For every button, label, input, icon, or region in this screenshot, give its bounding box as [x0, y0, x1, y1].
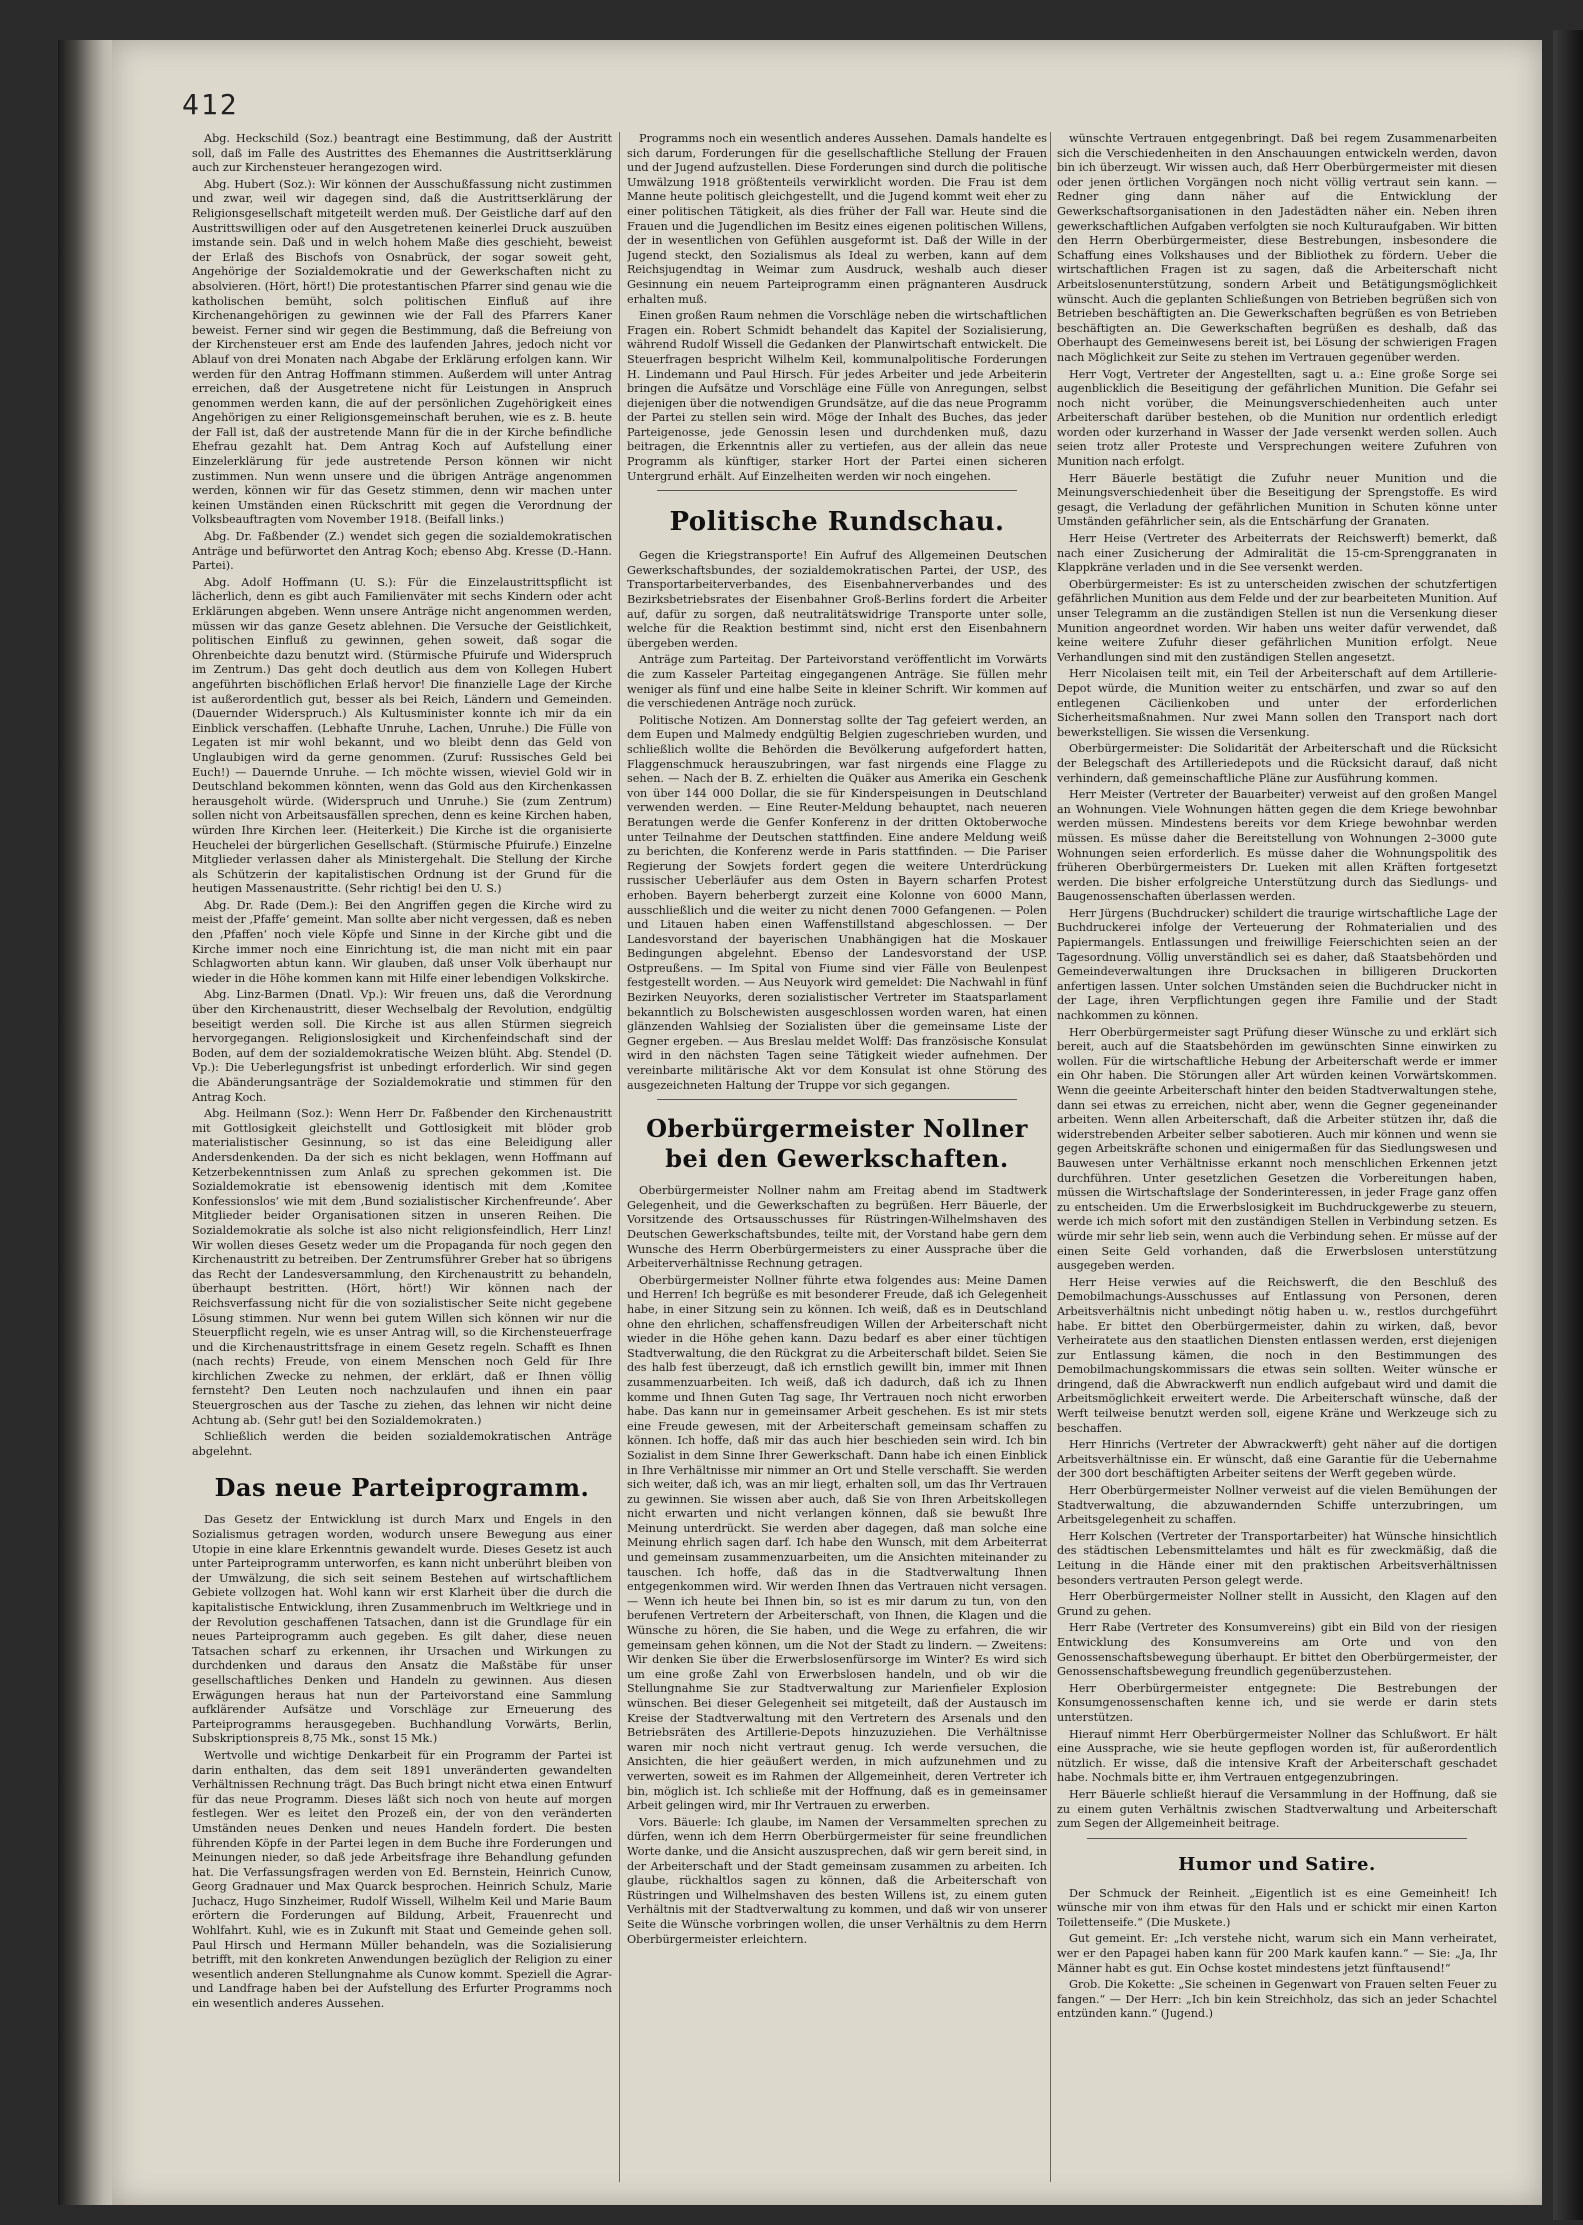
paragraph: Oberbürgermeister Nollner führte etwa folgendes aus: Meine Damen und Herren! Ich begrüße es mit besonderer Freude, daß ich Gelegenheit habe, in einer Sitzung sein zu können. Ich weiß, daß es in Deutschland ohne den ehrlichen, schaffensfreudigen Willen der Arbeiterschaft nicht wieder in die Höhe gehen kann. Dazu bedarf es aber einer tüchtigen Stadtverwaltung, die den Rückgrat zu die Arbeiterschaft bildet. Seien Sie des halb fest überzeugt, daß ich ernstlich gewillt bin, immer mit Ihnen zusammenzuarbeiten. Ich weiß, daß ich dadurch, daß ich zu Ihnen komme und Ihnen Guten Tag sage, Ihr Vertrauen noch nicht erworben habe. Das kann nur in gemeinsamer Arbeit geschehen. Es ist mir stets eine Freude gewesen, mit der Arbeiterschaft gemeinsam schaffen zu können. Ich hoffe, daß mir das auch hier beschieden sein wird. Ich bin Sozialist in dem Sinne Ihrer Gewerkschaft. Dann habe ich einen Einblick in Ihre Verhältnisse mir nimmer an Ort und Stelle verschafft. Sie werden sich weiter, daß ich, was an mir liegt, erhalten soll, um das Ihr Vertrauen zu gewinnen. Sie wissen aber auch, daß Sie von Ihren Arbeitskollegen nicht erwarten und nicht verlangen können, daß sie bewußt Ihre Meinung unterdrückt. Sie werden aber dagegen, daß man solche eine Meinung ehrlich sagen darf. Ich habe den Wunsch, mit dem Arbeiterrat und gemeinsam zusammenzuarbeiten, um die Ansichten miteinander zu tauschen. Ich hoffe, daß das in die Stadtverwaltung Ihnen entgegenkommen wird. Wir werden Ihnen das Vertrauen nicht versagen. — Wenn ich heute bei Ihnen bin, so ist es mir darum zu tun, von den berufenen Vertretern der Arbeiterschaft, von Ihnen, die Klagen und die Wünsche zu hören, die Sie haben, und die Wege zu erfahren, die wir gemeinsam gehen können, um die Not der Stadt zu lindern. — Zweitens: Wir denken Sie über die Erwerbslosenfürsorge im Winter? Es wird sich um eine große Zahl von Erwerbslosen handeln, und ob wir die Stellungnahme Sie zur Stadtverwaltung zur Marienfieler Explosion wünschen. Bei dieser Gelegenheit sei mitgeteilt, daß der Austausch im Kreise der Stadtverwaltung mit den Vertretern des Arsenals und den Betriebsräten des Artillerie-Depots hinzuzuziehen. Die Verhältnisse waren mir noch nicht vertraut genug. Ich werde versuchen, die Ansichten, die hier geäußert werden, in mich aufzunehmen und zu verwerten, soweit es im Rahmen der Allgemeinheit, deren Vertreter ich bin, möglich ist. Ich schließe mit der Hoffnung, daß es in gemeinsamer Arbeit gelingen wird, mir Ihr Vertrauen zu erwerben.: [627, 1273, 1047, 1813]
paragraph: Oberbürgermeister Nollner nahm am Freitag abend im Stadtwerk Gelegenheit, und die Gewerkschaften zu begrüßen. Herr Bäuerle, der Vorsitzende des Ortsausschusses für Rüstringen-Wilhelmshaven des Deutschen Gewerkschaftsbundes, teilte mit, der Vorstand habe gern dem Wunsche des Herrn Oberbürgermeisters zu einer Aussprache über die Arbeiterverhältnisse Rechnung getragen.: [627, 1184, 1047, 1271]
divider: [657, 1099, 1017, 1100]
section-heading-rundschau: Politische Rundschau.: [669, 507, 1005, 538]
paragraph: Abg. Hubert (Soz.): Wir können der Ausschußfassung nicht zustimmen und zwar, weil wir dagegen sind, daß die Austrittserklärung der Religionsgesellschaft mitgeteilt werden muß. Der Geistliche darf auf den Austrittswilligen oder auf den Ausgetretenen keinerlei Druck auszuüben imstande sein. Daß und in welch hohem Maße dies geschieht, beweist der Erlaß des Bischofs von Osnabrück, der sogar soweit geht, Angehörige der Sozialdemokratie und der Gewerkschaften nicht zu absolvieren. (Hört, hört!) Die protestantischen Pfarrer sind genau wie die katholischen bemüht, solch politischen Einfluß auf ihre Kirchenangehörigen zu gewinnen wie der Fall des Pfarrers Kaner beweist. Ferner sind wir gegen die Bestimmung, daß die Befreiung von der Kirchensteuer erst am Ende des laufenden Jahres, jedoch nicht vor Ablauf von drei Monaten nach Abgabe der Erklärung erfolgen kann. Wir werden für den Antrag Hoffmann stimmen. Außerdem will unter Antrag erreichen, daß der Ausgetretene nicht für Leistungen in Anspruch genommen werden kann, die auf der persönlichen Zugehörigkeit eines Angehörigen zu einer Religionsgemeinschaft beruhen, wie es z. B. heute der Fall ist, daß der austretende Mann für die in der Kirche befindliche Ehefrau gezahlt hat. Dem Antrag Koch auf Aufstellung einer Einzelerklärung für jede austretende Person können wir nicht zustimmen. Nun wenn unsere und die übrigen Anträge angenommen werden, können wir für das Gesetz stimmen, denn wir machen unter keinen Umständen einen Rückschritt mit gegen die Verordnung der Volksbeauftragten vom November 1918. (Beifall links.): [192, 177, 612, 527]
column-2-bottom-text: [627, 1184, 1047, 1947]
paragraph: Herr Meister (Vertreter der Bauarbeiter) verweist auf den großen Mangel an Wohnungen. Viele Wohnungen hätten gegen die dem Kriege bewohnbar werden müssen. Mindestens bereits vor dem Kriege bewohnbar werden müssen. Es müsse daher die Bereitstellung von Wohnungen 2–3000 gute Wohnungen seien erforderlich. Es müsse daher die Wohnungspolitik des früheren Oberbürgermeisters Dr. Lueken mit allen Kräften fortgesetzt werden. Die bisher erfolgreiche Unterstützung durch das Siedlungs- und Baugenossenschaften überlassen werden.: [1057, 788, 1497, 904]
paragraph: Herr Bäuerle schließt hierauf die Versammlung in der Hoffnung, daß sie zu einem guten Verhältnis zwischen Stadtverwaltung und Arbeiterschaft zum Segen der Allgemeinheit beitrage.: [1057, 1787, 1497, 1831]
paragraph: Oberbürgermeister: Es ist zu unterscheiden zwischen der schutzfertigen gefährlichen Munition aus dem Felde und der zur bearbeiteten Munition. Auf unser Telegramm an die zuständigen Stellen ist nun die Versenkung dieser Munition angeordnet worden. Wir haben uns weiter dafür verwendet, daß keine weitere Zufuhr dieser gefährlichen Munition erfolgt. Neue Verhandlungen sind mit den zuständigen Stellen angesetzt.: [1057, 577, 1497, 664]
paragraph: Abg. Dr. Faßbender (Z.) wendet sich gegen die sozialdemokratischen Anträge und befürwortet den Antrag Koch; ebenso Abg. Kresse (D.-Hann. Partei).: [192, 530, 612, 573]
paragraph: Gut gemeint. Er: „Ich verstehe nicht, warum sich ein Mann verheiratet, wer er den Papagei haben kann für 200 Mark kaufen kann.“ — Sie: „Ja, Ihr Männer habt es gut. Ein Ochse kostet mindestens jetzt fünftausend!“: [1057, 1932, 1497, 1975]
column-1-top-text: [192, 132, 612, 1459]
paragraph: Herr Oberbürgermeister Nollner verweist auf die vielen Bemühungen der Stadtverwaltung, die abzuwandernden Schiffe unterzubringen, um Arbeitsgelegenheit zu schaffen.: [1057, 1484, 1497, 1527]
paragraph: Abg. Linz-Barmen (Dnatl. Vp.): Wir freuen uns, daß die Verordnung über den Kirchenaustritt, dieser Wechselbalg der Revolution, endgültig beseitigt werden soll. Die Kirche ist aus allen Stürmen siegreich hervorgegangen. Religionslosigkeit und Kirchenfeindschaft sind der Boden, auf dem der sozialdemokratische Weizen blüht. Abg. Stendel (D. Vp.): Die Ueberlegungsfrist ist unbedingt erforderlich. Wir sind gegen die Abänderungsanträge der Sozialdemokratie und stimmen für den Antrag Koch.: [192, 988, 612, 1104]
newspaper-page: [112, 40, 1542, 2205]
paragraph: Herr Heise verwies auf die Reichswerft, die den Beschluß des Demobilmachungs-Ausschusses auf Entlassung von Personen, deren Arbeitsverhältnis nicht unbedingt nötig haben u. w., restlos durchgeführt habe. Er bittet den Oberbürgermeister, dahin zu wirken, daß, bevor Verheiratete aus den staatlichen Diensten entlassen werden, erst diejenigen zur Entlassung kämen, die noch in den Bestimmungen des Demobilmachungskommissars die etwas sein sollten. Weiter wünsche er dringend, daß die Abwrackwerft nun endlich aufgebaut wird und damit die Arbeitsmöglichkeit erweitert werde. Die Arbeiterschaft wünsche, daß der Werft teilweise benutzt werden soll, eigene Kräne und Werkzeuge sich zu beschaffen.: [1057, 1275, 1497, 1435]
paragraph: Anträge zum Parteitag. Der Parteivorstand veröffentlicht im Vorwärts die zum Kasseler Parteitag eingegangenen Anträge. Sie füllen mehr weniger als fünf und eine halbe Seite in kleiner Schrift. Wir kommen auf die verschiedenen Anträge noch zurück.: [627, 653, 1047, 711]
paragraph: Wertvolle und wichtige Denkarbeit für ein Programm der Partei ist darin enthalten, das dem seit 1891 unveränderten gewandelten Verhältnissen Rechnung trägt. Das Buch bringt nicht etwa einen Entwurf für das neue Programm. Dieses läßt sich noch von heute auf morgen festlegen. Wer es leitet den Prozeß ein, der von den veränderten Umständen neues Denken und neues Handeln fordert. Die besten führenden Köpfe in der Partei legen in dem Buche ihre Forderungen und Meinungen nieder, so daß jede Arbeitsfrage ihre Behandlung gefunden hat. Die Verfassungsfragen werden von Ed. Bernstein, Heinrich Cunow, Georg Gradnauer und Max Quarck besprochen. Heinrich Schulz, Marie Juchacz, Hugo Sinzheimer, Rudolf Wissell, Wilhelm Keil und Marie Baum erörtern die Forderungen auf Bildung, Arbeit, Frauenrecht und Wohlfahrt. Kuhl, wie es in Zukunft mit Staat und Gemeinde gehen soll. Paul Hirsch und Hermann Müller behandeln, was die Sozialisierung betrifft, mit den konkreten Anwendungen bezüglich der Religion zu einer wesentlich anderen Stellungnahme als Cunow kommt. Speziell die Agrar- und Landfrage haben bei der Aufstellung des Erfurter Programms noch ein wesentlich anderes Aussehen.: [192, 1748, 612, 2011]
column-rule: [619, 132, 620, 2182]
page-edge: [1553, 30, 1583, 2220]
divider: [1087, 1838, 1467, 1839]
paragraph: Der Schmuck der Reinheit. „Eigentlich ist es eine Gemeinheit! Ich wünsche mir von ihm etwas für den Hals und er schickt mir einen Karton Toilettenseife.“ (Die Muskete.): [1057, 1886, 1497, 1929]
paragraph: Abg. Adolf Hoffmann (U. S.): Für die Einzelaustrittspflicht ist lächerlich, denn es gibt auch Familienväter mit sechs Kindern oder acht Erklärungen abgeben. Wenn unsere Anträge nicht angenommen werden, müssen wir das ganze Gesetz ablehnen. Die Versuche der Geistlichkeit, politischen Einfluß zu gewinnen, gehen soweit, daß sogar die Ohrenbeichte dazu benutzt wird. (Stürmische Pfuirufe und Widerspruch im Zentrum.) Das geht doch deutlich aus dem von Kollegen Hubert angeführten bischöflichen Erlaß hervor! Die finanzielle Lage der Kirche ist außerordentlich gut, besser als bei Reich, Ländern und Gemeinden. (Dauernder Widerspruch.) Als Kultusminister konnte ich mir da ein Einblick verschaffen. (Lebhafte Unruhe, Lachen, Unruhe.) Die Fülle von Legaten ist mir wohl bekannt, und wo bleibt denn das Geld von Unglaubigen wird da gerne genommen. (Zuruf: Russisches Geld bei Euch!) — Dauernde Unruhe. — Ich möchte wissen, wieviel Gold wir in Deutschland bekommen könnten, wenn das Gold aus den Kirchenkassen herausgeholt würde. (Widerspruch und Unruhe.) Sie (zum Zentrum) sollen nicht von Arbeitsausfällen sprechen, denn es keine Kirchen haben, würden Ihre Kirchen leer. (Heiterkeit.) Die Kirche ist die organisierte Heuchelei der bürgerlichen Gesellschaft. (Stürmische Pfuirufe.) Einzelne Mitglieder verlassen daher als Ministergehalt. Die Stellung der Kirche als Schützerin der kapitalistischen Ordnung ist der Grund für die heutigen Massenaustritte. (Sehr richtig! bei den U. S.): [192, 575, 612, 896]
paragraph: Das Gesetz der Entwicklung ist durch Marx und Engels in den Sozialismus getragen worden, wodurch unsere Bewegung aus einer Utopie in eine klare Erkenntnis gewandelt wurde. Dieses Gesetz ist auch unter Parteiprogramm unterworfen, es kann nicht unberührt bleiben von der Umwälzung, die sich seit seinem Bestehen auf wirtschaftlichem Gebiete vollzogen hat. Wohl kann wir erst Klarheit über die durch die kapitalistische Entwicklung, ihren Zusammenbruch im Weltkriege und in der Revolution geschaffenen Tatsachen, dann ist die Grundlage für ein neues Parteiprogramm auch gegeben. Es gilt daher, diese neuen Tatsachen scharf zu erkennen, ihr Ursachen und Wirkungen zu durchdenken und daraus den Ansatz die Maßstäbe für unser gesellschaftliches Denken und Handeln zu gewinnen. Aus diesen Erwägungen heraus hat nun der Parteivorstand eine Sammlung aufklärender Aufsätze und Vorschläge zur Erneuerung des Parteiprogramms herausgegeben. Buchhandlung Vorwärts, Berlin, Subskriptionspreis 8,75 Mk., sonst 15 Mk.): [192, 1513, 612, 1746]
column-2-mid-text: [627, 549, 1047, 1093]
column-rule: [1050, 132, 1051, 2182]
paragraph: Schließlich werden die beiden sozialdemokratischen Anträge abgelehnt.: [192, 1430, 612, 1458]
page-number: 412: [182, 88, 239, 121]
section-heading-oberbuergermeister: Oberbürgermeister Nollner bei den Gewerkschaften.: [646, 1114, 1028, 1174]
column-2: [627, 132, 1047, 2192]
divider: [657, 490, 1017, 491]
paragraph: Vors. Bäuerle: Ich glaube, im Namen der Versammelten sprechen zu dürfen, wenn ich dem Herrn Oberbürgermeister für seine freundlichen Worte danke, und die Ansicht auszusprechen, daß wir gern bereit sind, in der Arbeiterschaft und der Stadt gemeinsam zusammen zu arbeiten. Ich glaube, rückhaltlos sagen zu können, daß die Arbeiterschaft von Rüstringen und Wilhelmshaven des besten Willens ist, zu einem guten Verhältnis mit der Stadtverwaltung zu kommen, und daß wir von unserer Seite die Wünsche vorbringen wollen, die unser Verhältnis zu dem Herrn Oberbürgermeister erleichtern.: [627, 1815, 1047, 1946]
paragraph: Herr Vogt, Vertreter der Angestellten, sagt u. a.: Eine große Sorge sei augenblicklich die Beseitigung der gefährlichen Munition. Die Gefahr sei noch nicht vorüber, die Meinungsverschiedenheiten auch unter Arbeiterschaft darüber bestehen, ob die Munition nur ordentlich erledigt worden oder kurzerhand in Wasser der Jade versenkt werden sollen. Auch seien trotz aller Proteste und Versprechungen weitere Zufuhren von Munition nach erfolgt.: [1057, 367, 1497, 469]
paragraph: Abg. Dr. Rade (Dem.): Bei den Angriffen gegen die Kirche wird zu meist der ‚Pfaffe‘ gemeint. Man sollte aber nicht vergessen, daß es neben den ‚Pfaffen‘ noch viele Köpfe und Sinne in der Kirche gibt und die Kirche immer noch eine Einrichtung ist, die man nicht mit ein paar Schlagworten abtun kann. Wir glauben, daß unser Volk überhaupt nur wieder in die Höhe kommen kann mit Hilfe einer lebendigen Volkskirche.: [192, 898, 612, 985]
paragraph: Herr Rabe (Vertreter des Konsumvereins) gibt ein Bild von der riesigen Entwicklung des Konsumvereins am Orte und von den Genossenschaftsbewegung überhaupt. Er bittet den Oberbürgermeister, der Genossenschaftsbewegung freundlich gegenüberzustehen.: [1057, 1621, 1497, 1679]
book-binding: [58, 40, 118, 2205]
column-3-top-text: [1057, 132, 1497, 1274]
section-heading-humor: Humor und Satire.: [1178, 1853, 1376, 1875]
column-1-bottom-text: [192, 1513, 612, 2011]
column-2-top-text: [627, 132, 1047, 484]
paragraph: Gegen die Kriegstransporte! Ein Aufruf des Allgemeinen Deutschen Gewerkschaftsbundes, der sozialdemokratischen Partei, der USP., des Transportarbeiterverbandes, des Eisenbahnerverbandes und des Bezirksbetriebsrates der Eisenbahner Groß-Berlins fordert die Arbeiter auf, dafür zu sorgen, daß neutralitätswidrige Transporte unter solle, welche für die Reaktion bestimmt sind, nicht erst den Eisenbahnern übergeben werden.: [627, 549, 1047, 650]
paragraph: Oberbürgermeister: Die Solidarität der Arbeiterschaft und die Rücksicht der Belegschaft des Artilleriedepots und die Rücksicht darauf, daß nicht verhindern, daß gemeinschaftliche Pläne zur Ausführung kommen.: [1057, 742, 1497, 785]
section-heading-parteiprogramm: Das neue Parteiprogramm.: [214, 1473, 590, 1503]
paragraph: Abg. Heilmann (Soz.): Wenn Herr Dr. Faßbender den Kirchenaustritt mit Gottlosigkeit gleichstellt und Gottlosigkeit mit blöder grob materialistischer Gesinnung, so ist das eine Beleidigung aller Andersdenkenden. Da der sich es nicht beklagen, wenn Hoffmann auf Ketzerbekenntnissen zum Anlaß zu sprechen gekommen ist. Die Sozialdemokratie ist ebensowenig identisch mit dem ‚Komitee Konfessionslos‘ wie mit dem ‚Bund sozialistischer Kirchenfreunde‘. Aber Mitglieder beider Organisationen sitzen in unseren Reihen. Die Sozialdemokratie als solche ist also nicht religionsfeindlich, Herr Linz! Wir wollen dieses Gesetz weder um die Propaganda für noch gegen den Kirchenaustritt zu betreiben. Der Zentrumsführer Greber hat so übrigens das Recht der Landesversammlung, den Kirchenaustritt zu behandeln, überhaupt bestritten. (Hört, hört!) Wir können nach der Reichsverfassung nicht für die von sozialistischer Seite nicht gegebene Lösung stimmen. Nur wenn bei gutem Willen sich können wir nur die Steuerpflicht regeln, wie es unser Antrag will, so die Kirchensteuerfrage und die Kirchenaustrittsfrage in einem Gesetz regeln. Schafft es Ihnen (nach rechts) Freude, von einem Menschen noch Geld für Ihre kirchlichen Zwecke zu nehmen, der erklärt, daß er Ihnen völlig fernsteht? Den Leuten noch nachzulaufen und ihnen ein paar Steuergroschen aus der Tasche zu ziehen, das lehnen wir nicht deine Achtung ab. (Sehr gut! bei den Sozialdemokraten.): [192, 1107, 612, 1427]
paragraph: Herr Nicolaisen teilt mit, ein Teil der Arbeiterschaft auf dem Artillerie-Depot würde, die Munition weiter zu entschärfen, und zwar so auf den entlegenen Cäcilienkoben und unter der erforderlichen Sicherheitsmaßnahmen. Nur zwei Mann sollen den Transport nach dort bewerkstelligen. Sie wissen die Versenkung.: [1057, 667, 1497, 739]
paragraph: Programms noch ein wesentlich anderes Aussehen. Damals handelte es sich darum, Forderungen für die gesellschaftliche Stellung der Frauen und der Jugend aufzustellen. Diese Forderungen sind durch die politische Umwälzung 1918 größtenteils verwirklicht worden. Die Frau ist dem Manne heute politisch gleichgestellt, und die Jugend kommt weit eher zu einer politischen Tätigkeit, als dies früher der Fall war. Heute sind die Frauen und die Jugendlichen im Besitz eines eigenen politischen Willens, der in wesentlichen von Gefühlen ausgeformt ist. Daß der Wille in der Jugend steckt, den Sozialismus als Ideal zu werben, kann auf dem Reichsjugendtag in Weimar zum Ausdruck, weshalb auch dieser Gesinnung ein neuem Parteiprogramm einen prägnanteren Ausdruck erhalten muß.: [627, 132, 1047, 306]
paragraph: Herr Kolschen (Vertreter der Transportarbeiter) hat Wünsche hinsichtlich des städtischen Lebensmittelamtes und hält es für zweckmäßig, daß die Leitung in die Hände einer mit den praktischen Arbeitsverhältnissen besonders vertrauten Person gelegt werde.: [1057, 1529, 1497, 1587]
column-3-bottom-text: [1057, 1887, 1497, 2022]
paragraph: Herr Oberbürgermeister entgegnete: Die Bestrebungen der Konsumgenossenschaften kenne ich, und sie werde er darin stets unterstützen.: [1057, 1681, 1497, 1724]
column-1: [192, 132, 612, 2192]
paragraph: Grob. Die Kokette: „Sie scheinen in Gegenwart von Frauen selten Feuer zu fangen.“ — Der Herr: „Ich bin kein Streichholz, das sich an jeder Schachtel entzünden kann.“ (Jugend.): [1057, 1978, 1497, 2021]
paragraph: Politische Notizen. Am Donnerstag sollte der Tag gefeiert werden, an dem Eupen und Malmedy endgültig Belgien zugeschrieben wurden, und schließlich wollte die Behörden die Bevölkerung aufgefordert hatten, Flaggenschmuck herauszubringen, war fast nirgends eine Flagge zu sehen. — Nach der B. Z. erhielten die Quäker aus Amerika ein Geschenk von über 144 000 Dollar, die sie für Kinderspeisungen in Deutschland verwenden werden. — Eine Reuter-Meldung behauptet, nach neueren Beratungen werde die Genfer Konferenz in der dritten Oktoberwoche unter Teilnahme der Deutschen stattfinden. Eine andere Meldung weiß zu berichten, die Konferenz werde in Paris stattfinden. — Die Pariser Regierung der Sowjets fordert gegen die weitere Unterdrückung russischer Ueberläufer aus dem Osten in Bayern scharfen Protest erhoben. Bayern beherbergt zurzeit eine Kolonne von 6000 Mann, ausschließlich und die weiter zu nicht denen 7000 Gefangenen. — Polen und Litauen haben einen Waffenstillstand abgeschlossen. — Der Landesvorstand der bayerischen Unabhängigen hat die Moskauer Bedingungen abgelehnt. Ebenso der Landesvorstand der USP. Ostpreußens. — Im Spital von Fiume sind vier Fälle von Beulenpest festgestellt worden. — Aus Neuyork wird gemeldet: Die Nachwahl in fünf Bezirken Neuyorks, deren sozialistischer Vertreter im Staatsparlament bekanntlich zu Bolschewisten ausgeschlossen worden waren, hat einen glänzenden Wahlsieg der Sozialisten über die gemeinsame Liste der Gegner ergeben. — Aus Breslau meldet Wolff: Das französische Konsulat wird in den nächsten Tagen seine Tätigkeit wieder aufnehmen. Der vereinbarte militärische Akt vor dem Konsulat ist ohne Störung des ausgezeichneten Haltung der Truppe vor sich gegangen.: [627, 713, 1047, 1092]
paragraph: Hierauf nimmt Herr Oberbürgermeister Nollner das Schlußwort. Er hält eine Aussprache, wie sie heute gepflogen worden ist, für außerordentlich nützlich. Er wisse, daß die intensive Kraft der Arbeiterschaft geschadet habe. Nochmals bitte er, ihm Vertrauen entgegenzubringen.: [1057, 1727, 1497, 1785]
paragraph: Herr Oberbürgermeister Nollner stellt in Aussicht, den Klagen auf den Grund zu gehen.: [1057, 1590, 1497, 1618]
paragraph: wünschte Vertrauen entgegenbringt. Daß bei regem Zusammenarbeiten sich die Verschiedenheiten in den Anschauungen entwickeln werden, davon bin ich überzeugt. Wir wissen auch, daß Herr Oberbürgermeister mit diesen oder jenen örtlichen Vorgängen noch nicht völlig vertraut sein kann. — Redner ging dann näher auf die Entwicklung der Gewerkschaftsorganisationen in den Jadestädten näher ein. Neben ihren gewerkschaftlichen Aufgaben verfolgten sie noch Kulturaufgaben. Wir bitten den Herrn Oberbürgermeister, diese Bestrebungen, insbesondere die Schaffung eines Volkshauses und der Bibliothek zu fördern. Ueber die wirtschaftlichen Fragen ist zu sagen, daß die Arbeiterschaft nicht Arbeitslosenunterstützung, sondern Arbeit und Betätigungsmöglichkeit wünscht. Auch die geplanten Schließungen von Betrieben begrüßen sich von Betrieben beschäftigten an. Die Gewerkschaften begrüßen es von Betrieben beschäftigten an. Die Gewerkschaften begrüßen es deshalb, daß das Oberhaupt des Gemeinwesens bereit ist, bei Lösung der schwierigen Fragen nach Möglichkeit zur Seite zu stehen im Vertrauen gegenüber werden.: [1057, 132, 1497, 364]
paragraph: Herr Bäuerle bestätigt die Zufuhr neuer Munition und die Meinungsverschiedenheit über die Beseitigung der Sprengstoffe. Es wird gesagt, die Verladung der gefährlichen Munition in Schuten könne unter Umständen gefährlicher sein, als die Entschärfung der Granaten.: [1057, 471, 1497, 529]
paragraph: Abg. Heckschild (Soz.) beantragt eine Bestimmung, daß der Austritt soll, daß im Falle des Austrittes des Ehemannes die Austrittserklärung auch zur Kirchensteuer herangezogen wird.: [192, 132, 612, 175]
paragraph: Einen großen Raum nehmen die Vorschläge neben die wirtschaftlichen Fragen ein. Robert Schmidt behandelt das Kapitel der Sozialisierung, während Rudolf Wissell die Gedanken der Planwirtschaft entwickelt. Die Steuerfragen bespricht Wilhelm Keil, kommunalpolitische Forderungen H. Lindemann und Paul Hirsch. Für jedes Arbeiter und jede Arbeiterin bringen die Aufsätze und Vorschläge eine Fülle von Anregungen, selbst diejenigen über die notwendigen Grundsätze, auf die das neue Programm der Partei zu stellen sein wird. Möge der Inhalt des Buches, das jeder Parteigenosse, jede Genossin lesen und durchdenken muß, dazu beitragen, die Erkenntnis aller zu vertiefen, aus der allein das neue Programm als künftiger, starker Hort der Partei einen sicheren Untergrund erhält. Auf Einzelheiten werden wir noch eingehen.: [627, 309, 1047, 483]
paragraph: Herr Heise (Vertreter des Arbeiterrats der Reichswerft) bemerkt, daß nach einer Zusicherung der Admiralität die 15-cm-Sprenggranaten in Klappkräne verladen und in die See versenkt werden.: [1057, 532, 1497, 575]
column-3: [1057, 132, 1497, 2192]
paragraph: Herr Oberbürgermeister sagt Prüfung dieser Wünsche zu und erklärt sich bereit, auch auf die Staatsbehörden im gewünschten Sinne einwirken zu wollen. Für die wirtschaftliche Hebung der Arbeiterschaft werde er immer ein Ohr haben. Die Störungen aller Art würden keinen Vorwärtskommen. Wenn die geeinte Arbeiterschaft hinter den beiden Stadtverwaltungen stehe, dann sei etwas zu erreichen, nicht aber, wenn die Gegner gegeneinander arbeiten. Wenn allen Arbeiterschaft, daß die Arbeiter stützen ihr, daß die widerstrebenden Arbeiter selber sabotieren. Auch mir können und wenn sie gegen Arbeitskräfte schonen und einigermaßen für das Siedlungswesen und Bauwesen unter Verhältnisse erkannt noch menschlichen Erkennen jetzt durchführen. Unter gesetzlichen Gesetzen die Vorbereitungen haben, müssen die Wirtschaftslage der Sonderinteressen, in jeder Frage ganz offen zu entscheiden. Um die Erwerbslosigkeit im Buchdruckgewerbe zu steuern, werde ich mich sofort mit den zuständigen Stellen in Verbindung setzen. Es würde mir sehr lieb sein, wenn auch die Verbindung sehen. Er müsse auf der einen Seite Geld vorhanden, daß die Erwerbslosen unterstützung ausgegeben werden.: [1057, 1025, 1497, 1273]
paragraph: Herr Jürgens (Buchdrucker) schildert die traurige wirtschaftliche Lage der Buchdruckerei infolge der Verteuerung der Rohmaterialien und des Papiermangels. Entlassungen und freiwillige Feierschichten seien an der Tagesordnung. Völlig unverständlich sei es daher, daß Staatsbehörden und Gemeindeverwaltungen ihre Drucksachen in billigeren Druckorten anfertigen lassen. Unter solchen Umständen seien die Buchdrucker nicht in der Lage, ihren Verpflichtungen gegen ihre Familie und der Stadt nachkommen zu können.: [1057, 906, 1497, 1023]
paragraph: Herr Hinrichs (Vertreter der Abwrackwerft) geht näher auf die dortigen Arbeitsverhältnisse ein. Er wünscht, daß eine Garantie für die Uebernahme der 300 dort beschäftigten Arbeiter seitens der Werft gegeben würde.: [1057, 1438, 1497, 1481]
column-3-mid-text: [1057, 1276, 1497, 1832]
